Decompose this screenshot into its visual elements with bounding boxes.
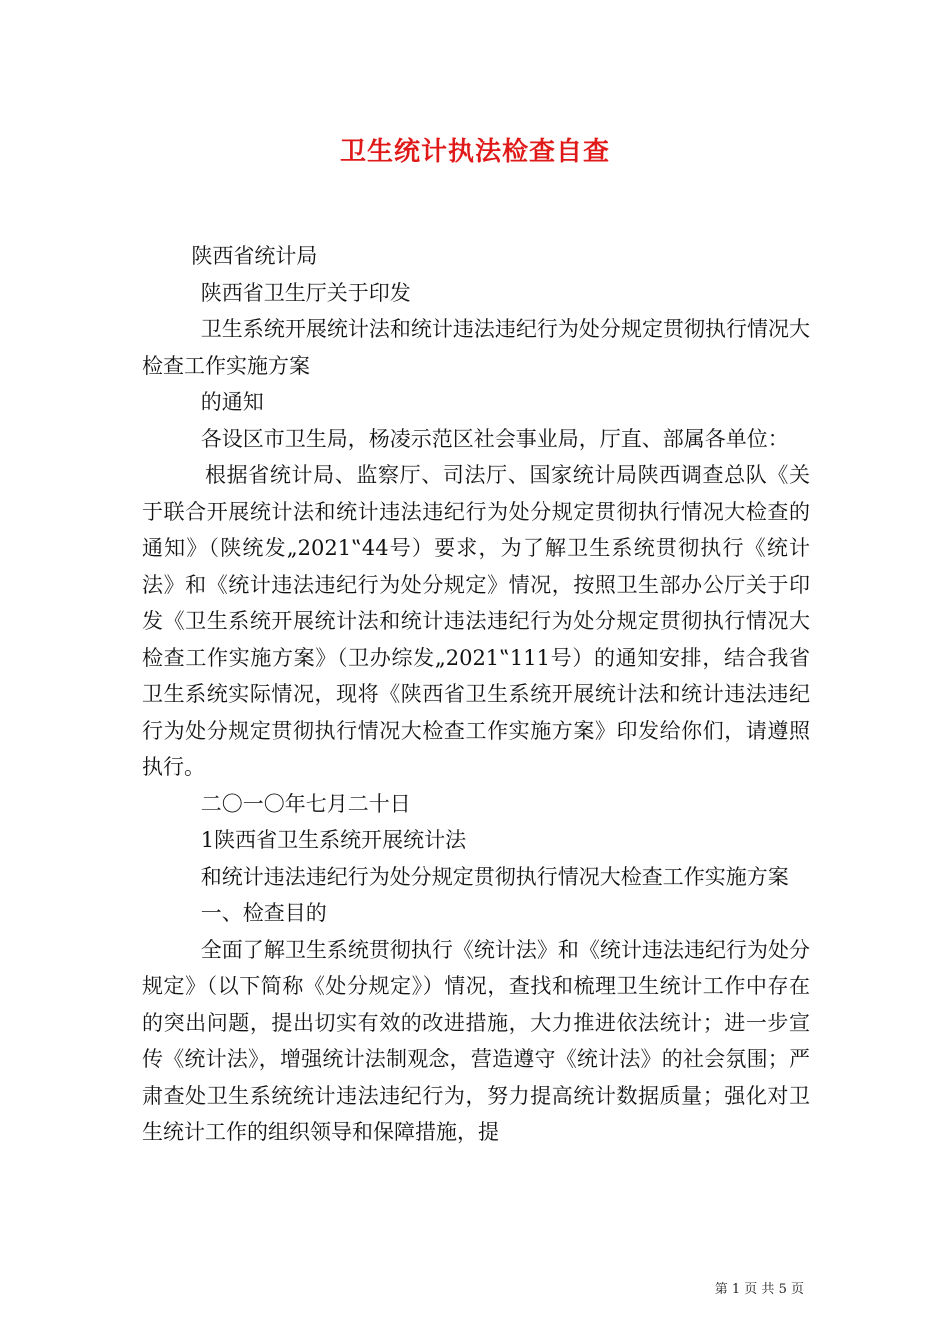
footer-prefix: 第 bbox=[714, 1282, 728, 1297]
paragraph-purpose: 全面了解卫生系统贯彻执行《统计法》和《统计违法违纪行为处分规定》（以下简称《处分规定》）情况，查找和梳理卫生统计工作中存在的突出问题，提出切实有效的改进措施，大力推进依法统计；进一步宣传《统计法》，增强统计法制观念，营造遵守《统计法》的社会氛围；严肃查处卫生系统统计违法违纪行为，努力提高统计数据质量；强化对卫生统计工作的组织领导和保障措施，提 bbox=[142, 937, 810, 1144]
page-title: 卫生统计执法检查自查 bbox=[339, 137, 610, 167]
paragraph-sender: 陕西省统计局 bbox=[191, 244, 318, 268]
paragraph-attachment-title: 1陕西省卫生系统开展统计法 bbox=[200, 828, 467, 852]
paragraph-main: 根据省统计局、监察厅、司法厅、国家统计局陕西调查总队《关于联合开展统计法和统计违法违纪行为处分规定贯彻执行情况大检查的通知》（陕统发„2021‟44号）要求，为了解卫生系统贯彻执行《统计法》和《统计违法违纪行为处分规定》情况，按照卫生部办公厅关于印发《卫生系统开展统计法和统计违法违纪行为处分规定贯彻执行情况大检查工作实施方案》（卫办综发„2021‟111号）的通知安排，结合我省卫生系统实际情况，现将《陕西省卫生系统开展统计法和统计违法违纪行为处分规定贯彻执行情况大检查工作实施方案》印发给你们，请遵照执行。 bbox=[142, 463, 810, 779]
footer-suffix: 页 bbox=[790, 1282, 804, 1297]
paragraph-recipients: 各设区市卫生局，杨凌示范区社会事业局，厅直、部属各单位： bbox=[200, 426, 789, 451]
paragraph-issuer: 陕西省卫生厅关于印发 bbox=[200, 280, 411, 305]
section-heading: 一、检查目的 bbox=[200, 901, 327, 925]
page-footer bbox=[715, 1278, 804, 1297]
footer-page-current: 1 bbox=[731, 1282, 741, 1297]
paragraph-notice: 的通知 bbox=[200, 390, 264, 414]
paragraph-subject: 卫生系统开展统计法和统计违法违纪行为处分规定贯彻执行情况大检查工作实施方案 bbox=[142, 317, 810, 378]
footer-page-total: 5 bbox=[778, 1282, 787, 1297]
footer-middle: 页 共 bbox=[744, 1282, 775, 1297]
paragraph-date: 二〇一〇年七月二十日 bbox=[200, 791, 411, 816]
document-body bbox=[142, 238, 810, 1151]
paragraph-attachment-subtitle: 和统计违法违纪行为处分规定贯彻执行情况大检查工作实施方案 bbox=[200, 864, 789, 889]
